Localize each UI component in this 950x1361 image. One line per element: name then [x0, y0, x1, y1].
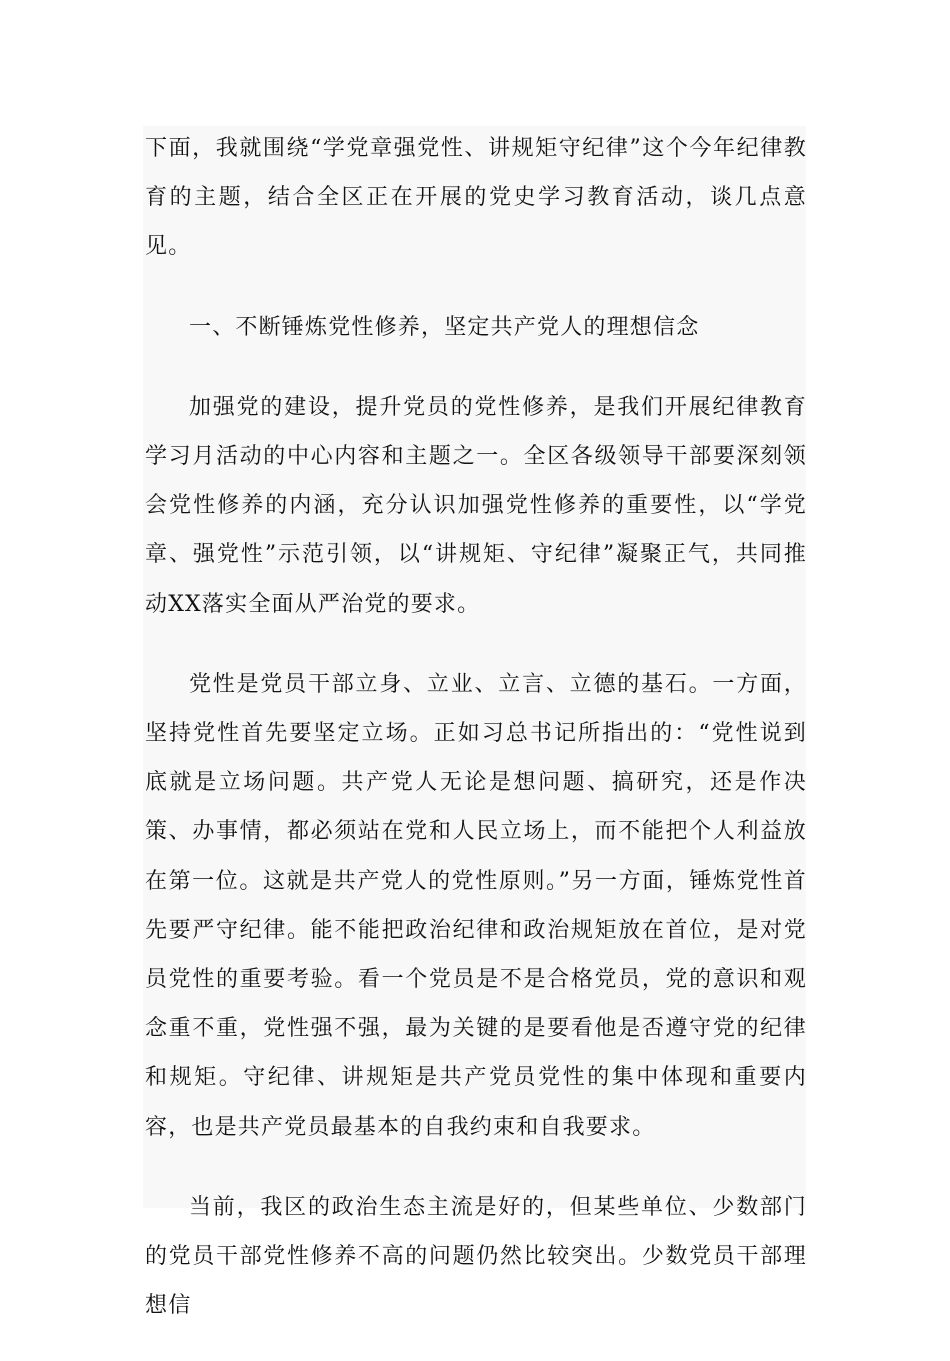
section-heading: 一、不断锤炼党性修养，坚定共产党人的理想信念: [189, 314, 700, 340]
document-body: [145, 124, 807, 1361]
paragraph-intro: 下面，我就围绕“学党章强党性、讲规矩守纪律”这个今年纪律教育的主题，结合全区正在开展的党史学习教育活动，谈几点意见。: [145, 136, 807, 260]
paragraph-party-spirit: 党性是党员干部立身、立业、立言、立德的基石。一方面，坚持党性首先要坚定立场。正如习总书记所指出的：“党性说到底就是立场问题。共产党人无论是想问题、搞研究，还是作决策、办事情，都必须站在党和人民立场上，而不能把个人利益放在第一位。这就是共产党人的党性原则。”另一方面，锤炼党性首先要严守纪律。能不能把政治纪律和政治规矩放在首位，是对党员党性的重要考验。看一个党员是不是合格党员，党的意识和观念重不重，党性强不强，最为关键的是要看他是否遵守党的纪律和规矩。守纪律、讲规矩是共产党员党性的集中体现和重要内容，也是共产党员最基本的自我约束和自我要求。: [145, 671, 807, 1140]
paragraph-party-building: 加强党的建设，提升党员的党性修养，是我们开展纪律教育学习月活动的中心内容和主题之一。全区各级领导干部要深刻领会党性修养的内涵，充分认识加强党性修养的重要性，以“学党章、强党性”示范引领，以“讲规矩、守纪律”凝聚正气，共同推动XX落实全面从严治党的要求。: [145, 394, 807, 617]
paragraph-current-situation: 当前，我区的政治生态主流是好的，但某些单位、少数部门的党员干部党性修养不高的问题仍然比较突出。少数党员干部理想信: [145, 1194, 807, 1319]
